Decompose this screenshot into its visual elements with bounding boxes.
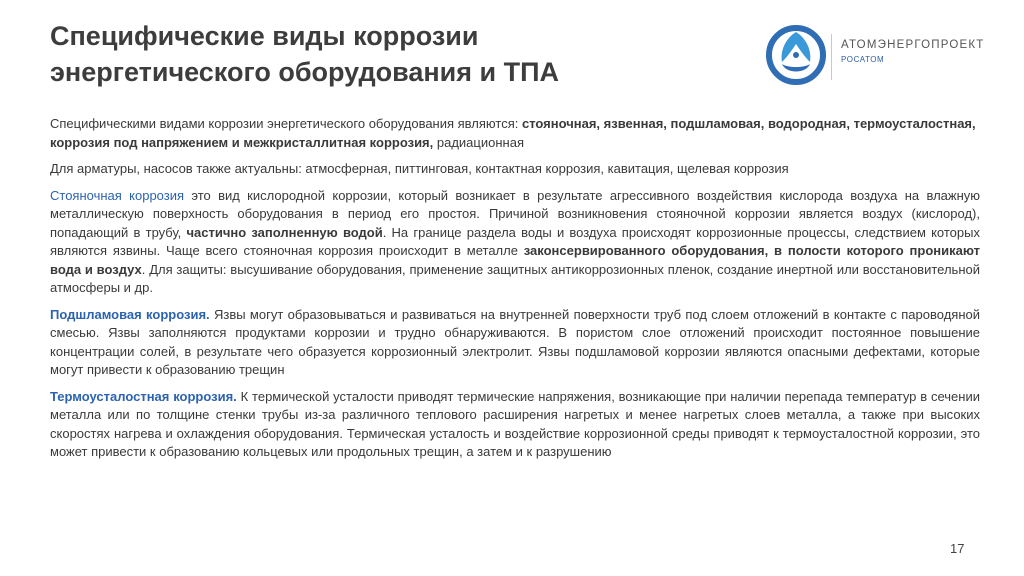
slide-title bbox=[50, 18, 690, 90]
intro-bold-list: стояночная, язвенная, подшламовая, водородная, термоусталостная, коррозия под напряжением и межкристаллитная коррозия, bbox=[50, 116, 976, 150]
term-sludge-corrosion: Подшламовая коррозия. bbox=[50, 306, 210, 322]
paragraph-thermal-fatigue-corrosion bbox=[50, 388, 980, 462]
company-logo bbox=[766, 20, 986, 100]
standby-text-3: . Для защиты: высушивание оборудования, применение защитных антикоррозионных пленок, создание инертной или восстановительной атмосферы и др. bbox=[50, 261, 980, 295]
paragraph-sludge-corrosion bbox=[50, 306, 980, 380]
page-number: 17 bbox=[950, 541, 965, 556]
title-line-2: энергетического оборудования и ТПА bbox=[50, 57, 560, 87]
rosatom-emblem-icon bbox=[766, 24, 826, 86]
slide-body bbox=[50, 115, 980, 470]
intro-tail: радиационная bbox=[433, 134, 524, 150]
logo-separator bbox=[831, 34, 832, 80]
intro-text: Специфическими видами коррозии энергетического оборудования являются: bbox=[50, 116, 522, 131]
paragraph-standby-corrosion bbox=[50, 187, 980, 298]
valves-text: Для арматуры, насосов также актуальны: атмосферная, питтинговая, контактная коррозия, кавитация, щелевая коррозия bbox=[50, 161, 789, 176]
standby-bold-1: частично заполненную водой bbox=[186, 224, 383, 240]
term-thermal-fatigue-corrosion: Термоусталостная коррозия. bbox=[50, 388, 237, 404]
sludge-text: Язвы могут образовываться и развиваться на внутренней поверхности труб под слоем отложений в контакте с пароводяной смесью. Язвы заполняются продуктами коррозии и трудно обнаруживаются. В пористом слое отложений происходит постоянное повышение концентрации солей, в результате чего образуется коррозионный электролит. Язвы подшламовой коррозии являются опасными дефектами, которые могут привести к образованию трещин bbox=[50, 306, 980, 377]
paragraph-valves bbox=[50, 160, 980, 179]
standby-text-1: это вид кислородной коррозии, который возникает в результате агрессивного воздействия кислорода воздуха на влажную металлическую поверхность оборудования в период его простоя. Причиной возникновения стояночной коррозии является воздух (кислород), попадающий в трубу, bbox=[50, 187, 981, 240]
logo-parent-name: РОСАТОМ bbox=[841, 55, 885, 64]
standby-text-2: . На границе раздела воды и воздуха происходят коррозионные процессы, следствием которых являются язвины. Чаще всего стояночная коррозия происходит в металле bbox=[50, 224, 980, 258]
title-line-1: Специфические виды коррозии bbox=[50, 21, 479, 51]
paragraph-intro bbox=[50, 115, 980, 152]
logo-company-name: АТОМЭНЕРГОПРОЕКТ bbox=[841, 39, 985, 51]
standby-bold-2: законсервированного оборудования, в полости которого проникают вода и воздух bbox=[50, 243, 980, 277]
thermal-fatigue-text: К термической усталости приводят термические напряжения, возникающие при наличии перепада температур в сечении металла или по толщине стенки трубы из-за различного теплового расширения нагретых и менее нагретых слоев металла, а также при высоких скоростях нагрева и охлаждения оборудования. Термическая усталость и воздействие коррозионной среды приводят к термоусталостной коррозии, это может привести к образованию кольцевых или продольных трещин, а затем и к разрушению bbox=[50, 388, 980, 459]
term-standby-corrosion: Стояночная коррозия bbox=[50, 187, 185, 203]
